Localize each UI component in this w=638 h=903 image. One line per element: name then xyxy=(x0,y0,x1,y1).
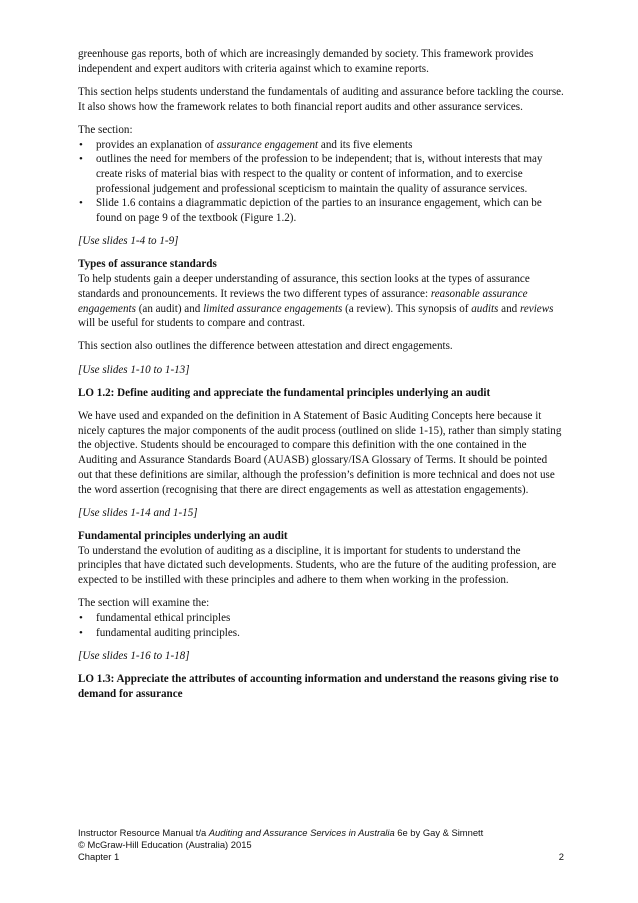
section-heading: Types of assurance standards xyxy=(78,258,217,271)
footer-copyright: © McGraw-Hill Education (Australia) 2015 xyxy=(78,839,252,850)
footer-book-title: Auditing and Assurance Services in Australia xyxy=(208,827,395,838)
section-heading: Fundamental principles underlying an audit xyxy=(78,529,288,542)
lo12-paragraph: We have used and expanded on the definition in A Statement of Basic Auditing Concepts here because it nicely captures the major components of the audit process (outlined on slide 1-15), rather than simply stating the objective. Students should be encouraged to compare this definition with the one contained in the Auditing and Assurance Standards Board (AUASB) glossary/ISA Glossary of Terms. It should be pointed out that these definitions are similar, although the profession’s definition is more technical and does not use the word assertion (recognising that there are direct engagements as well as attestation engagements). xyxy=(78,410,562,496)
slides-reference: [Use slides 1-14 and 1-15] xyxy=(78,506,198,519)
bullet-text: provides an explanation of xyxy=(96,138,217,151)
page-content xyxy=(78,47,564,710)
bullet-item: • outlines the need for members of the profession to be independent; that is, without interests that may create risks of material bias with respect to the quality or content of information, and to exercise professional judgement and professional scepticism to maintain the quality of assurance services. xyxy=(78,152,564,196)
types-paragraph xyxy=(78,272,564,331)
text-run: To help students gain a deeper understanding of assurance, this section looks at the types of assurance standards and pronouncements. It reviews the two different types of assurance: xyxy=(78,273,530,300)
section-lead: The section will examine the: xyxy=(78,597,210,610)
slides-reference: [Use slides 1-16 to 1-18] xyxy=(78,649,190,662)
emphasis-run: reasonable assurance engagements xyxy=(78,287,528,315)
principles-bullet-list xyxy=(78,611,564,640)
slides-reference: [Use slides 1-10 to 1-13] xyxy=(78,363,190,376)
bullet-text: and its five elements xyxy=(318,138,413,151)
emphasis-run: limited assurance engagements xyxy=(203,302,343,315)
intro-overview-paragraph: This section helps students understand the fundamentals of auditing and assurance before tackling the course. It also shows how the framework relates to both financial report audits and other assurance services. xyxy=(78,85,564,113)
types-paragraph-2: This section also outlines the difference between attestation and direct engagements. xyxy=(78,340,453,353)
page-number: 2 xyxy=(558,851,564,862)
text-run: (a review). This synopsis of xyxy=(342,302,472,315)
emphasis-run: audits xyxy=(471,302,499,315)
fundamental-paragraph: To understand the evolution of auditing as a discipline, it is important for students to understand the principles that have dictated such developments. Students, who are the future of the auditing profession, are expected to be instilled with these principles and adhere to them when working in the profession. xyxy=(78,544,557,587)
footer-chapter: Chapter 1 xyxy=(78,851,120,862)
text-run: (an audit) and xyxy=(135,302,204,315)
bullet-emphasis: assurance engagement xyxy=(216,138,319,151)
slides-reference: [Use slides 1-4 to 1-9] xyxy=(78,235,179,248)
footer-line xyxy=(78,827,564,839)
learning-objective-heading: LO 1.3: Appreciate the attributes of accounting information and understand the reasons giving rise to demand for assurance xyxy=(78,673,559,700)
footer-text: 6e by Gay & Simnett xyxy=(394,827,484,838)
section-lead: The section: xyxy=(78,123,133,136)
bullet-item: • Slide 1.6 contains a diagrammatic depiction of the parties to an insurance engagement, which can be found on page 9 of the textbook (Figure 1.2). xyxy=(78,196,564,225)
intro-paragraph: greenhouse gas reports, both of which are increasingly demanded by society. This framework provides independent and expert auditors with criteria against which to examine reports. xyxy=(78,48,534,75)
section-bullet-list xyxy=(78,138,564,226)
bullet-item: • fundamental ethical principles xyxy=(78,611,564,626)
emphasis-run: reviews xyxy=(519,302,554,315)
text-run: and xyxy=(498,302,520,315)
text-run: will be useful for students to compare and contrast. xyxy=(78,317,306,330)
bullet-item xyxy=(78,138,564,153)
learning-objective-heading: LO 1.2: Define auditing and appreciate the fundamental principles underlying an audit xyxy=(78,386,491,399)
page-footer xyxy=(78,827,564,863)
bullet-item: • fundamental auditing principles. xyxy=(78,626,564,641)
footer-chapter-row xyxy=(78,851,564,863)
footer-text: Instructor Resource Manual t/a xyxy=(78,827,209,838)
